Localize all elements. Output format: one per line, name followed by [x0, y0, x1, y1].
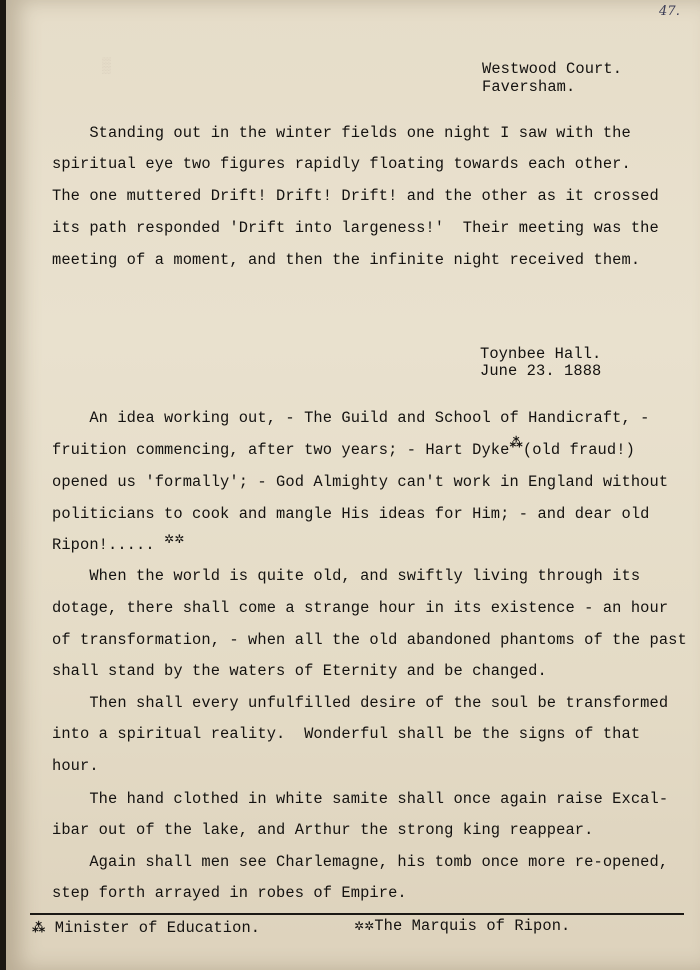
para4-line: hour. [52, 757, 99, 775]
footnote-1 [32, 919, 260, 937]
footnote-marker-double: ✲✲ [354, 919, 375, 933]
para2-line [52, 436, 635, 459]
para3-line: dotage, there shall come a strange hour in its existence - an hour [52, 599, 669, 617]
location-header-1: Westwood Court. [482, 60, 623, 78]
location-header-2-date: June 23. 1888 [480, 362, 602, 380]
para1-line: spiritual eye two figures rapidly floating towards each other. [52, 155, 631, 173]
location-header-2: Toynbee Hall. [480, 345, 602, 363]
location-header-1-sub: Faversham. [482, 78, 576, 96]
para6-line: Again shall men see Charlemagne, his tomb once more re-opened, [52, 853, 669, 871]
para2-line: An idea working out, - The Guild and School of Handicraft, - [52, 409, 650, 427]
para2-text: fruition commencing, after two years; - Hart Dyke [52, 441, 510, 459]
para6-line: step forth arrayed in robes of Empire. [52, 884, 407, 902]
footnote-marker-single: ⁂ [509, 436, 523, 451]
para2-line: politicians to cook and mangle His ideas for Him; - and dear old [52, 505, 650, 523]
document-page [6, 0, 700, 970]
para1-line: its path responded 'Drift into largeness!' Their meeting was the [52, 219, 659, 237]
footnote-1-text: Minister of Education. [54, 919, 261, 937]
para5-line: The hand clothed in white samite shall once again raise Excal- [52, 790, 669, 808]
para3-line: When the world is quite old, and swiftly living through its [52, 567, 641, 585]
para2-text: Ripon!..... [52, 536, 155, 554]
para1-line: The one muttered Drift! Drift! Drift! and the other as it crossed [52, 187, 659, 205]
para1-line: Standing out in the winter fields one night I saw with the [52, 124, 631, 142]
para3-line: of transformation, - when all the old abandoned phantoms of the past [52, 631, 687, 649]
footnote-marker-single: ⁂ [32, 921, 46, 936]
footnote-marker-double: ✲✲ [164, 532, 185, 546]
para4-line: into a spiritual reality. Wonderful shall be the signs of that [52, 725, 641, 743]
show-through-texture: ▒ [102, 58, 112, 75]
footnote-divider [30, 913, 684, 915]
para2-line [52, 532, 185, 554]
para3-line: shall stand by the waters of Eternity and be changed. [52, 662, 547, 680]
para2-line: opened us 'formally'; - God Almighty can't work in England without [52, 473, 669, 491]
footnote-2-text: The Marquis of Ripon. [374, 917, 571, 935]
para2-text: (old fraud!) [522, 441, 635, 459]
page-number: 47. [659, 4, 680, 19]
para1-line: meeting of a moment, and then the infinite night received them. [52, 251, 641, 269]
para4-line: Then shall every unfulfilled desire of the soul be transformed [52, 694, 669, 712]
para5-line: ibar out of the lake, and Arthur the strong king reappear. [52, 821, 594, 839]
footnote-2 [354, 917, 570, 935]
